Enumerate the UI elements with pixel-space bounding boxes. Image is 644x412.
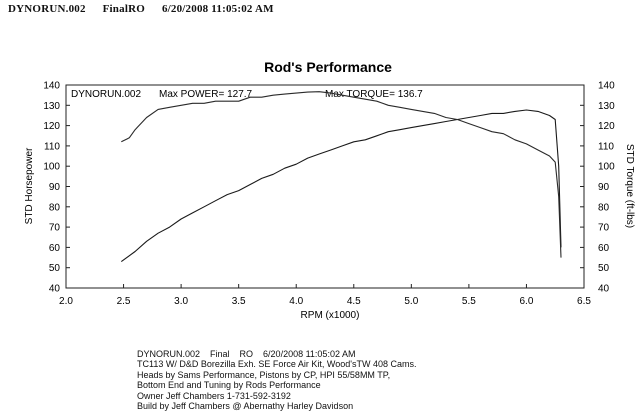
y-tick-left-label: 110	[44, 141, 60, 153]
y-tick-left-label: 60	[48, 242, 60, 254]
footer-line-builder: Build by Jeff Chambers @ Abernathy Harley Davidson	[137, 401, 354, 412]
torque-line	[121, 92, 561, 258]
y-tick-right-label: 90	[598, 182, 610, 193]
y-tick-left-label: 70	[48, 222, 60, 234]
x-tick-label: 5.0	[404, 296, 419, 307]
plot-axes	[66, 85, 584, 288]
y-tick-right-label: 50	[598, 263, 610, 275]
x-tick-label: 3.5	[231, 296, 246, 307]
y-tick-right-label: 130	[598, 100, 615, 112]
footer-run2: RO	[239, 349, 254, 359]
y-tick-right-label: 140	[598, 80, 615, 92]
y-tick-left-label: 130	[43, 100, 60, 112]
x-tick-label: 3.0	[174, 296, 189, 307]
y-tick-left-label: 140	[43, 80, 60, 92]
annotation-max-power: Max POWER= 127.7	[159, 89, 253, 100]
footer-datetime: 6/20/2008 11:05:02 AM	[263, 349, 356, 359]
y-tick-right-label: 80	[598, 202, 610, 214]
run-notes	[137, 349, 416, 411]
x-ticks	[59, 284, 591, 307]
header-file: DYNORUN.002	[8, 3, 86, 15]
plot-frame	[66, 85, 584, 288]
footer-run: Final	[210, 349, 230, 359]
x-tick-label: 4.5	[346, 296, 361, 307]
y-tick-right-label: 100	[598, 161, 615, 173]
y-tick-left-label: 120	[43, 121, 60, 133]
footer-line-owner: Owner Jeff Chambers 1-731-592-3192	[137, 390, 291, 401]
footer-file: DYNORUN.002	[137, 349, 201, 359]
x-tick-label: 6.0	[519, 296, 534, 307]
y-tick-right-label: 70	[598, 222, 610, 234]
y-tick-left-label: 90	[48, 182, 60, 193]
y-tick-left-label: 40	[48, 283, 60, 295]
x-tick-label: 2.5	[116, 296, 131, 307]
x-tick-label: 2.0	[59, 296, 73, 307]
annotation-file: DYNORUN.002	[71, 89, 142, 100]
annotation-max-torque: Max TORQUE= 136.7	[325, 89, 423, 100]
chart-title: Rod's Performance	[264, 59, 392, 75]
y-tick-left-label: 80	[48, 202, 60, 214]
y-axis-label-right: STD Torque (ft-lbs)	[624, 143, 635, 229]
y-axis-label-left: STD Horsepower	[24, 147, 35, 225]
footer-line-build: TC113 W/ D&D Borezilla Exh. SE Force Air Kit, Wood'sTW 408 Cams.	[137, 359, 417, 370]
y-tick-right-label: 60	[598, 242, 610, 254]
y-tick-left-label: 100	[43, 161, 60, 173]
x-axis-label: RPM (x1000)	[300, 310, 360, 321]
x-tick-label: 5.5	[461, 296, 476, 307]
x-tick-label: 4.0	[289, 296, 304, 307]
y-tick-right-label: 40	[598, 283, 610, 295]
y-ticks-right	[580, 81, 615, 295]
header-run: FinalRO	[102, 3, 145, 15]
footer-line-tuning: Bottom End and Tuning by Rods Performance	[137, 380, 321, 391]
x-tick-label: 6.5	[577, 296, 591, 307]
y-tick-left-label: 50	[48, 263, 60, 275]
series-lines	[121, 92, 561, 262]
footer-line-heads: Heads by Sams Performance, Pistons by CP, HPI 55/58MM TP,	[137, 369, 391, 380]
header-datetime: 6/20/2008 11:05:02 AM	[161, 3, 274, 15]
y-tick-right-label: 110	[598, 141, 614, 153]
y-tick-right-label: 120	[598, 121, 615, 133]
